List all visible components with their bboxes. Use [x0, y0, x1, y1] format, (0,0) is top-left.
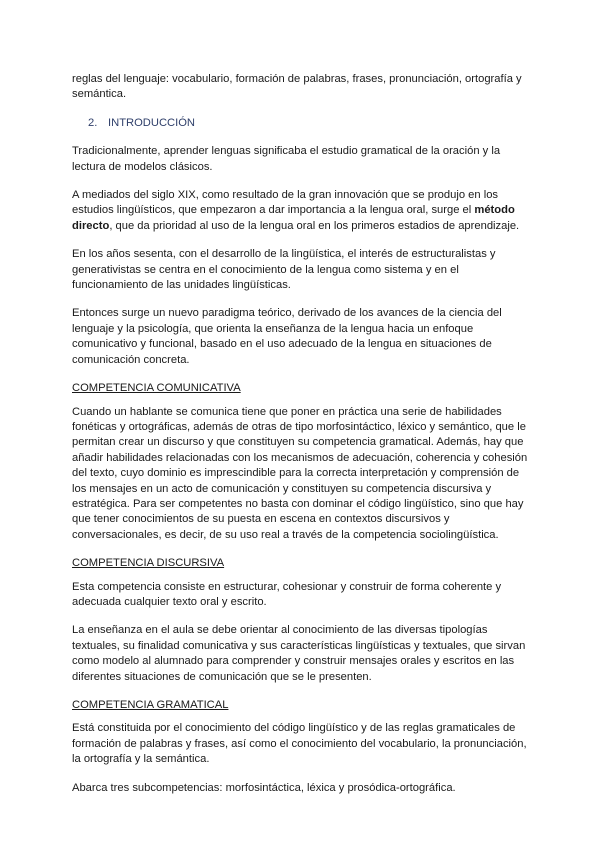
paragraph-anos-sesenta: En los años sesenta, con el desarrollo de la lingüística, el interés de estructuralistas y generativistas se centra en el conocimiento de la lengua como sistema y en el funcionamiento de las unidades lingüísticas. — [72, 248, 496, 292]
paragraph-tradicionalmente: Tradicionalmente, aprender lenguas significaba el estudio gramatical de la oración y la lectura de modelos clásicos. — [72, 145, 501, 173]
section-number: 2. — [88, 116, 98, 129]
paragraph-text: , que da prioridad al uso de la lengua oral en los primeros estadios de aprendizaje. — [109, 219, 520, 232]
subheading-competencia-discursiva: COMPETENCIA DISCURSIVA — [72, 557, 225, 570]
paragraph-nuevo-paradigma: Entonces surge un nuevo paradigma teórico, derivado de los avances de la ciencia del lenguaje y la psicología, que orienta la enseñanza de la lengua hacia un enfoque comunicativo y funcional, basado en el uso adecuado de la lengua en situaciones de comunicación concreta. — [72, 307, 502, 366]
section-title: INTRODUCCIÓN — [108, 116, 196, 129]
paragraph-discursiva-1: Esta competencia consiste en estructurar, cohesionar y construir de forma coherente y adecuada cualquier texto oral y escrito. — [72, 580, 502, 608]
paragraph-text: A mediados del siglo XIX, como resultado de la gran innovación que se produjo en los estudios lingüísticos, que empezaron a dar importancia a la lengua oral, surge el — [72, 189, 499, 217]
paragraph-gramatical-1: Está constituida por el conocimiento del código lingüístico y de las reglas gramaticales de formación de palabras y frases, así como el conocimiento del vocabulario, la pronunciación, la ortografía y la semántica. — [72, 722, 527, 766]
subheading-competencia-gramatical: COMPETENCIA GRAMATICAL — [72, 699, 229, 711]
paragraph-siglo-xix — [72, 188, 530, 234]
paragraph-comunicativa: Cuando un hablante se comunica tiene que poner en práctica una serie de habilidades fonéticas y ortográficas, además de otras de tipo morfosintáctico, léxico y semántico, que le permitan crear un discurso y que constituyen su competencia gramatical. Además, hay que añadir habilidades relacionadas con los mecanismos de adecuación, coherencia y cohesión del texto, cuyo dominio es imprescindible para la correcta interpretación y comprensión de los mensajes en un acto de comunicación y constituyen su competencia discursiva y estratégica. Para ser competentes no basta con dominar el código lingüístico, sino que hay que tener conocimientos de su puesta en escena en contextos discursivos y conversacionales, es decir, de su uso real a través de la competencia sociolingüística. — [72, 405, 528, 541]
paragraph-discursiva-2: La enseñanza en el aula se debe orientar al conocimiento de las diversas tipologías textuales, su finalidad comunicativa y sus características lingüísticas y textuales, que sirvan como modelo al alumnado para comprender y construir mensajes orales y escritos en las diferentes situaciones de comunicación que se le presenten. — [72, 624, 526, 683]
bold-term-metodo-directo: método directo — [72, 204, 515, 232]
paragraph-gramatical-2: Abarca tres subcompetencias: morfosintáctica, léxica y prosódica-ortográfica. — [72, 781, 456, 794]
section-heading-introduccion — [88, 116, 530, 131]
subheading-competencia-comunicativa: COMPETENCIA COMUNICATIVA — [72, 382, 241, 395]
paragraph-continuation: reglas del lenguaje: vocabulario, formación de palabras, frases, pronunciación, ortografía y semántica. — [72, 73, 522, 101]
